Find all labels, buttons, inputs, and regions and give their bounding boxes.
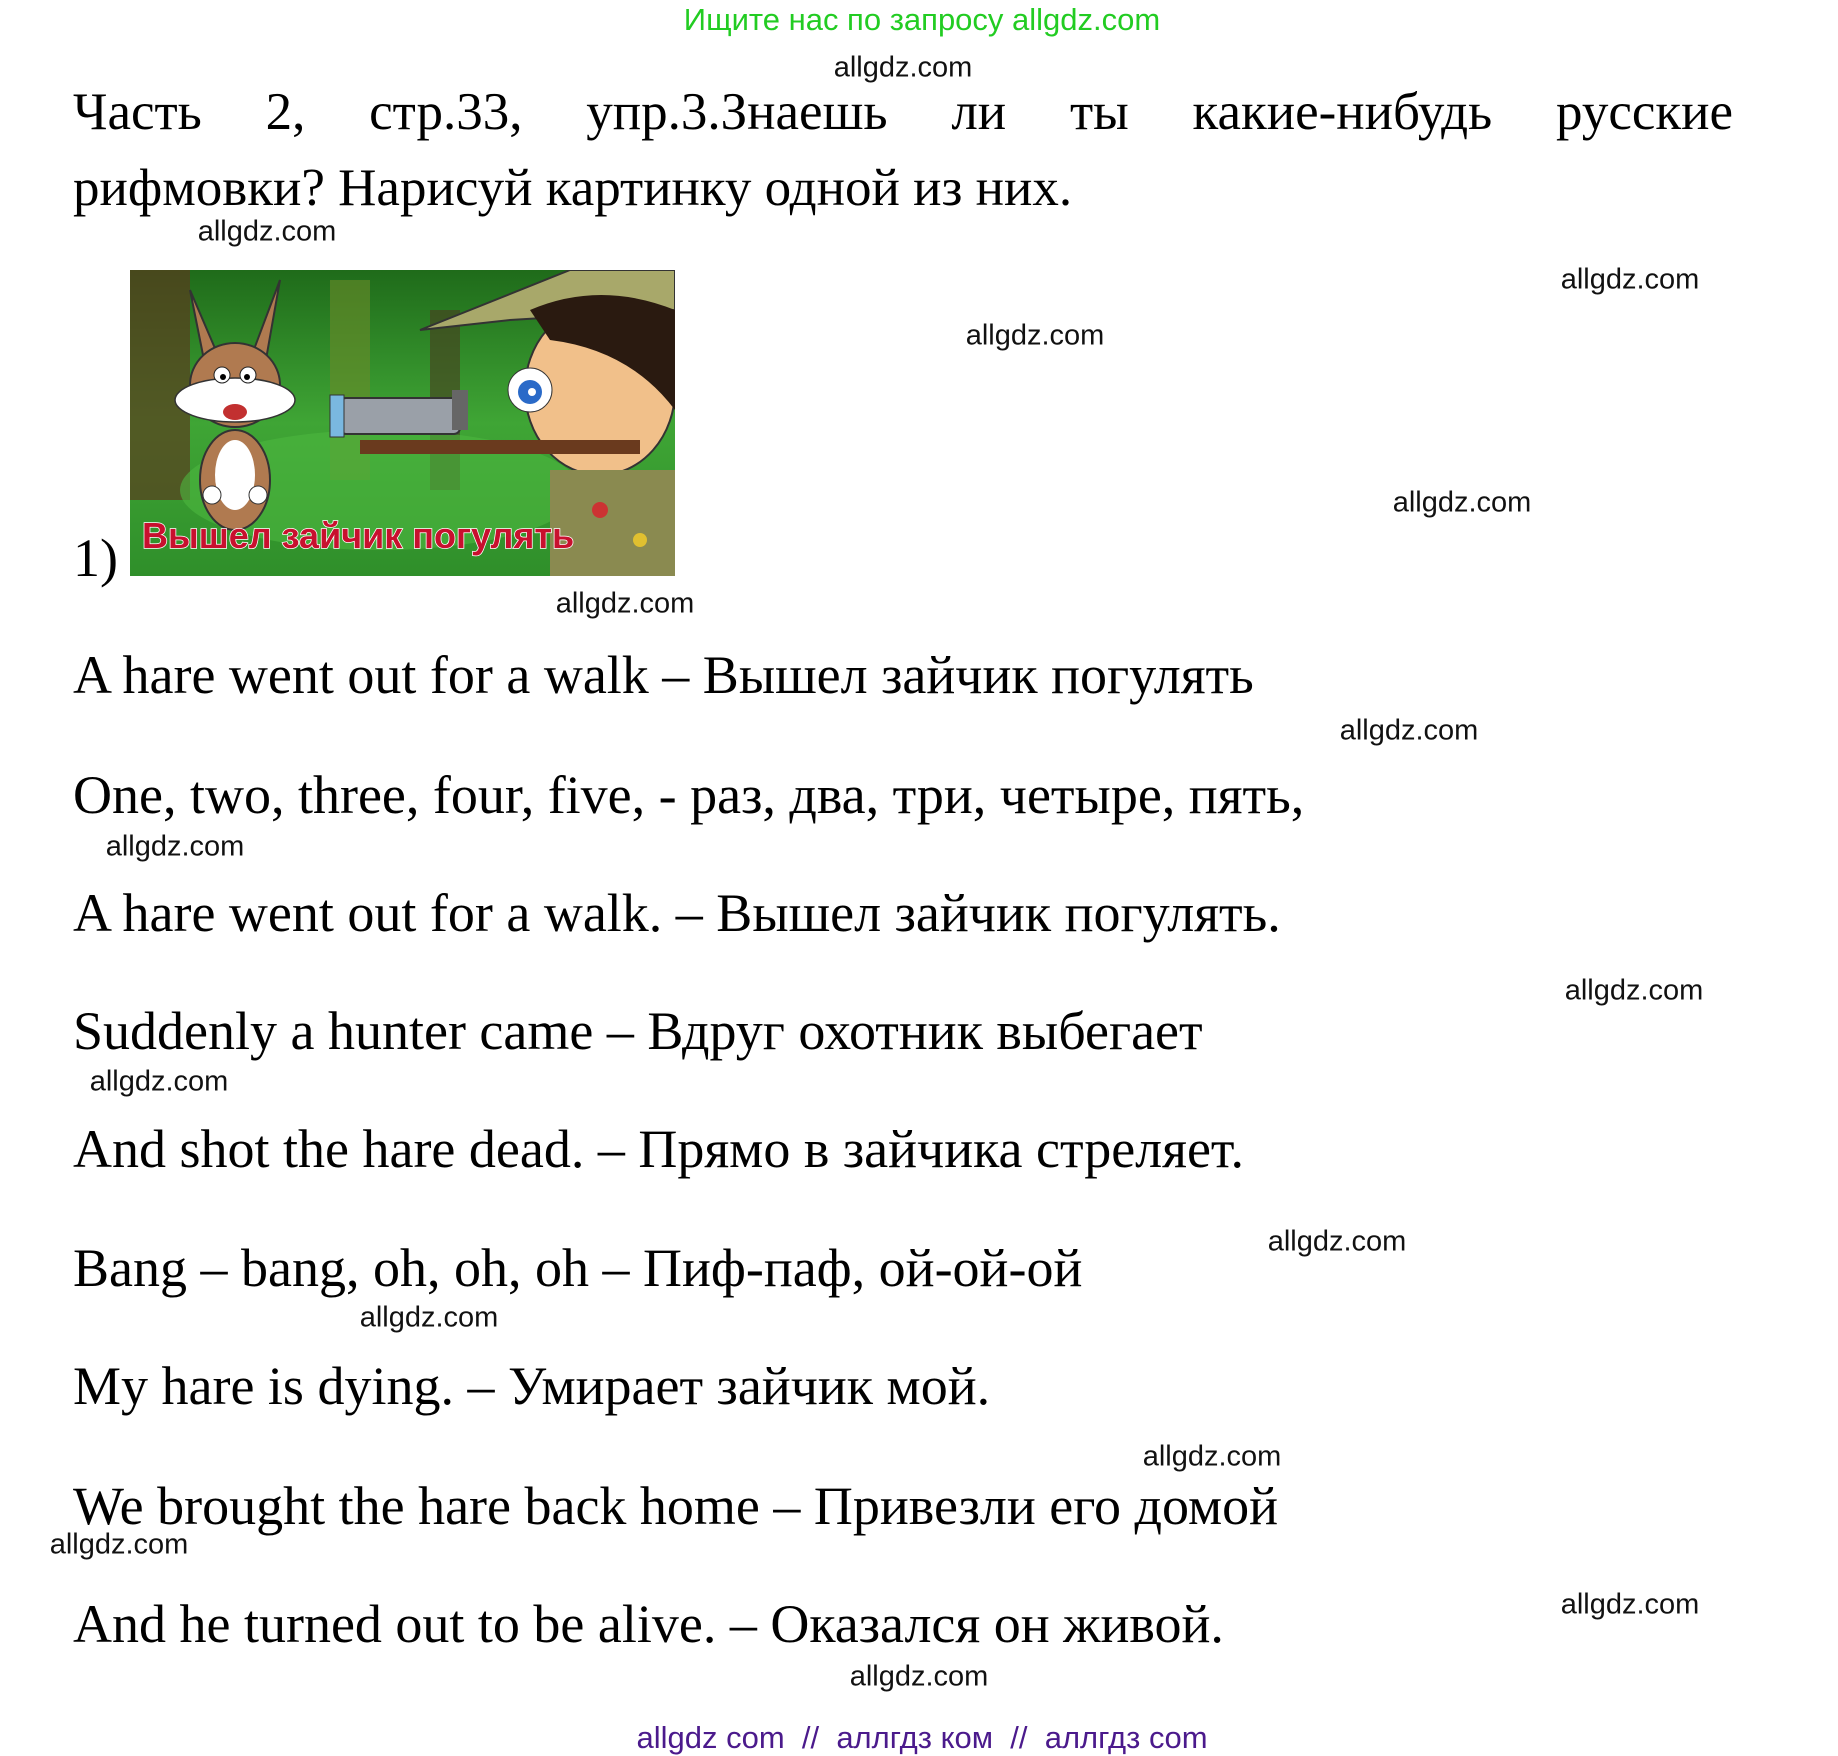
watermark: allgdz.com [1560,263,1700,296]
watermark: allgdz.com [555,587,695,620]
rifle-scope [330,390,468,437]
rhyme-line: Bang – bang, oh, oh, oh – Пиф-паф, ой-ой-ой [73,1238,1083,1298]
watermark: allgdz.com [1267,1225,1407,1258]
rhyme-line: My hare is dying. – Умирает зайчик мой. [73,1356,991,1416]
watermark: allgdz.com [197,215,337,248]
search-banner: Ищите нас по запросу allgdz.com [683,2,1161,37]
rhyme-line: And he turned out to be alive. – Оказался он живой. [73,1594,1224,1654]
exercise-title-line-2: рифмовки? Нарисуй картинку одной из них. [73,159,1073,217]
image-caption: Вышел зайчик погулять [142,515,575,556]
rhyme-line: And shot the hare dead. – Прямо в зайчика стреляет. [73,1119,1244,1179]
watermark: allgdz.com [1560,1588,1700,1621]
exercise-title-line-1: Часть 2, стр.33, упр.3.Знаешь ли ты какие-нибудь русские [73,83,1733,141]
watermark: allgdz.com [1142,1440,1282,1473]
rhyme-line: We brought the hare back home – Привезли его домой [73,1476,1279,1536]
footer-links: allgdz com // аллгдз ком // аллгдз com [636,1720,1208,1755]
watermark: allgdz.com [105,830,245,863]
hare-and-hunter-cartoon-image [130,270,675,576]
watermark: allgdz.com [1339,714,1479,747]
rhyme-line: Suddenly a hunter came – Вдруг охотник выбегает [73,1001,1203,1061]
item-number: 1) [73,528,118,588]
watermark: allgdz.com [49,1528,189,1561]
watermark: allgdz.com [1564,974,1704,1007]
rhyme-line: One, two, three, four, five, - раз, два, три, четыре, пять, [73,765,1305,825]
rhyme-line: A hare went out for a walk. – Вышел зайчик погулять. [73,883,1281,943]
cartoon-illustration [130,270,675,576]
rhyme-line: A hare went out for a walk – Вышел зайчик погулять [73,645,1254,705]
watermark: allgdz.com [359,1301,499,1334]
watermark: allgdz.com [833,51,973,84]
watermark: allgdz.com [89,1065,229,1098]
watermark: allgdz.com [1392,486,1532,519]
watermark: allgdz.com [965,319,1105,352]
watermark: allgdz.com [849,1660,989,1693]
